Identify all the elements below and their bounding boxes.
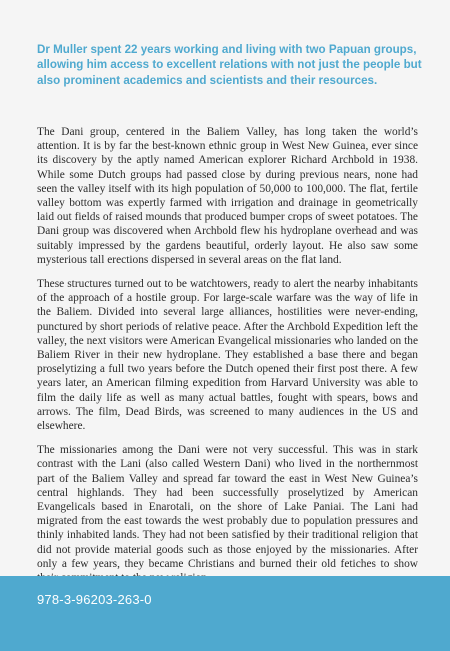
blurb-text: Dr Muller spent 22 years working and living with two Papuan groups, allowing him access to excellent relations with not just the people but also prominent academics and scientists and their resources.	[37, 43, 422, 87]
isbn-number: 978-3-96203-263-0	[37, 592, 152, 607]
isbn-band	[0, 576, 450, 651]
paragraph-2: These structures turned out to be watchtowers, ready to alert the nearby inhabitants of the approach of a hostile group. For large-scale warfare was the way of life in the Baliem. Divided into several large alliances, hostilities were never-ending, punctured by short periods of relative peace. After the Archbold Expedition left the valley, the next visitors were American Evangelical missionaries who landed on the Baliem River in their new hydroplane. They established a base there and began proselytizing a full two years before the Dutch opened their first post there. A few years later, an American filming expedition from Harvard University was able to film the daily life as well as many actual battles, fought with spears, bows and arrows. The film, Dead Birds, was screened to many audiences in the US and elsewhere.	[37, 278, 418, 433]
body-text	[37, 125, 418, 595]
paragraph-1: The Dani group, centered in the Baliem Valley, has long taken the world’s attention. It is by far the best-known ethnic group in West New Guinea, ever since its discovery by the aptly named American explorer Richard Archbold in 1938. While some Dutch groups had passed close by during previous nears, none had seen the valley itself with its high population of 50,000 to 100,000. The flat, fertile valley bottom was expertly farmed with irrigation and drainage in geometrically laid out fields of raised mounds that produced bumper crops of sweet potatoes. The Dani group was discovered when Archbold flew his hydroplane overhead and was suitably impressed by the gardens beautiful, orderly layout. He also saw some mysterious tall erections dispersed in several areas on the flat land.	[37, 126, 418, 266]
paragraph-3: The missionaries among the Dani were not very successful. This was in stark contrast with the Lani (also called Western Dani) who lived in the northernmost part of the Baliem Valley and spread far toward the east in West New Guinea’s central highlands. They had been successfully proselytized by American Evangelicals based in Enarotali, on the shore of Lake Paniai. The Lani had migrated from the east towards the west probably due to population pressures and thinly inhabited lands. They had not been satisfied by their traditional religion that did not provide material goods such as those enjoyed by the missionaries. After only a few years, they became Christians and burned their old fetiches to show	[37, 444, 418, 570]
